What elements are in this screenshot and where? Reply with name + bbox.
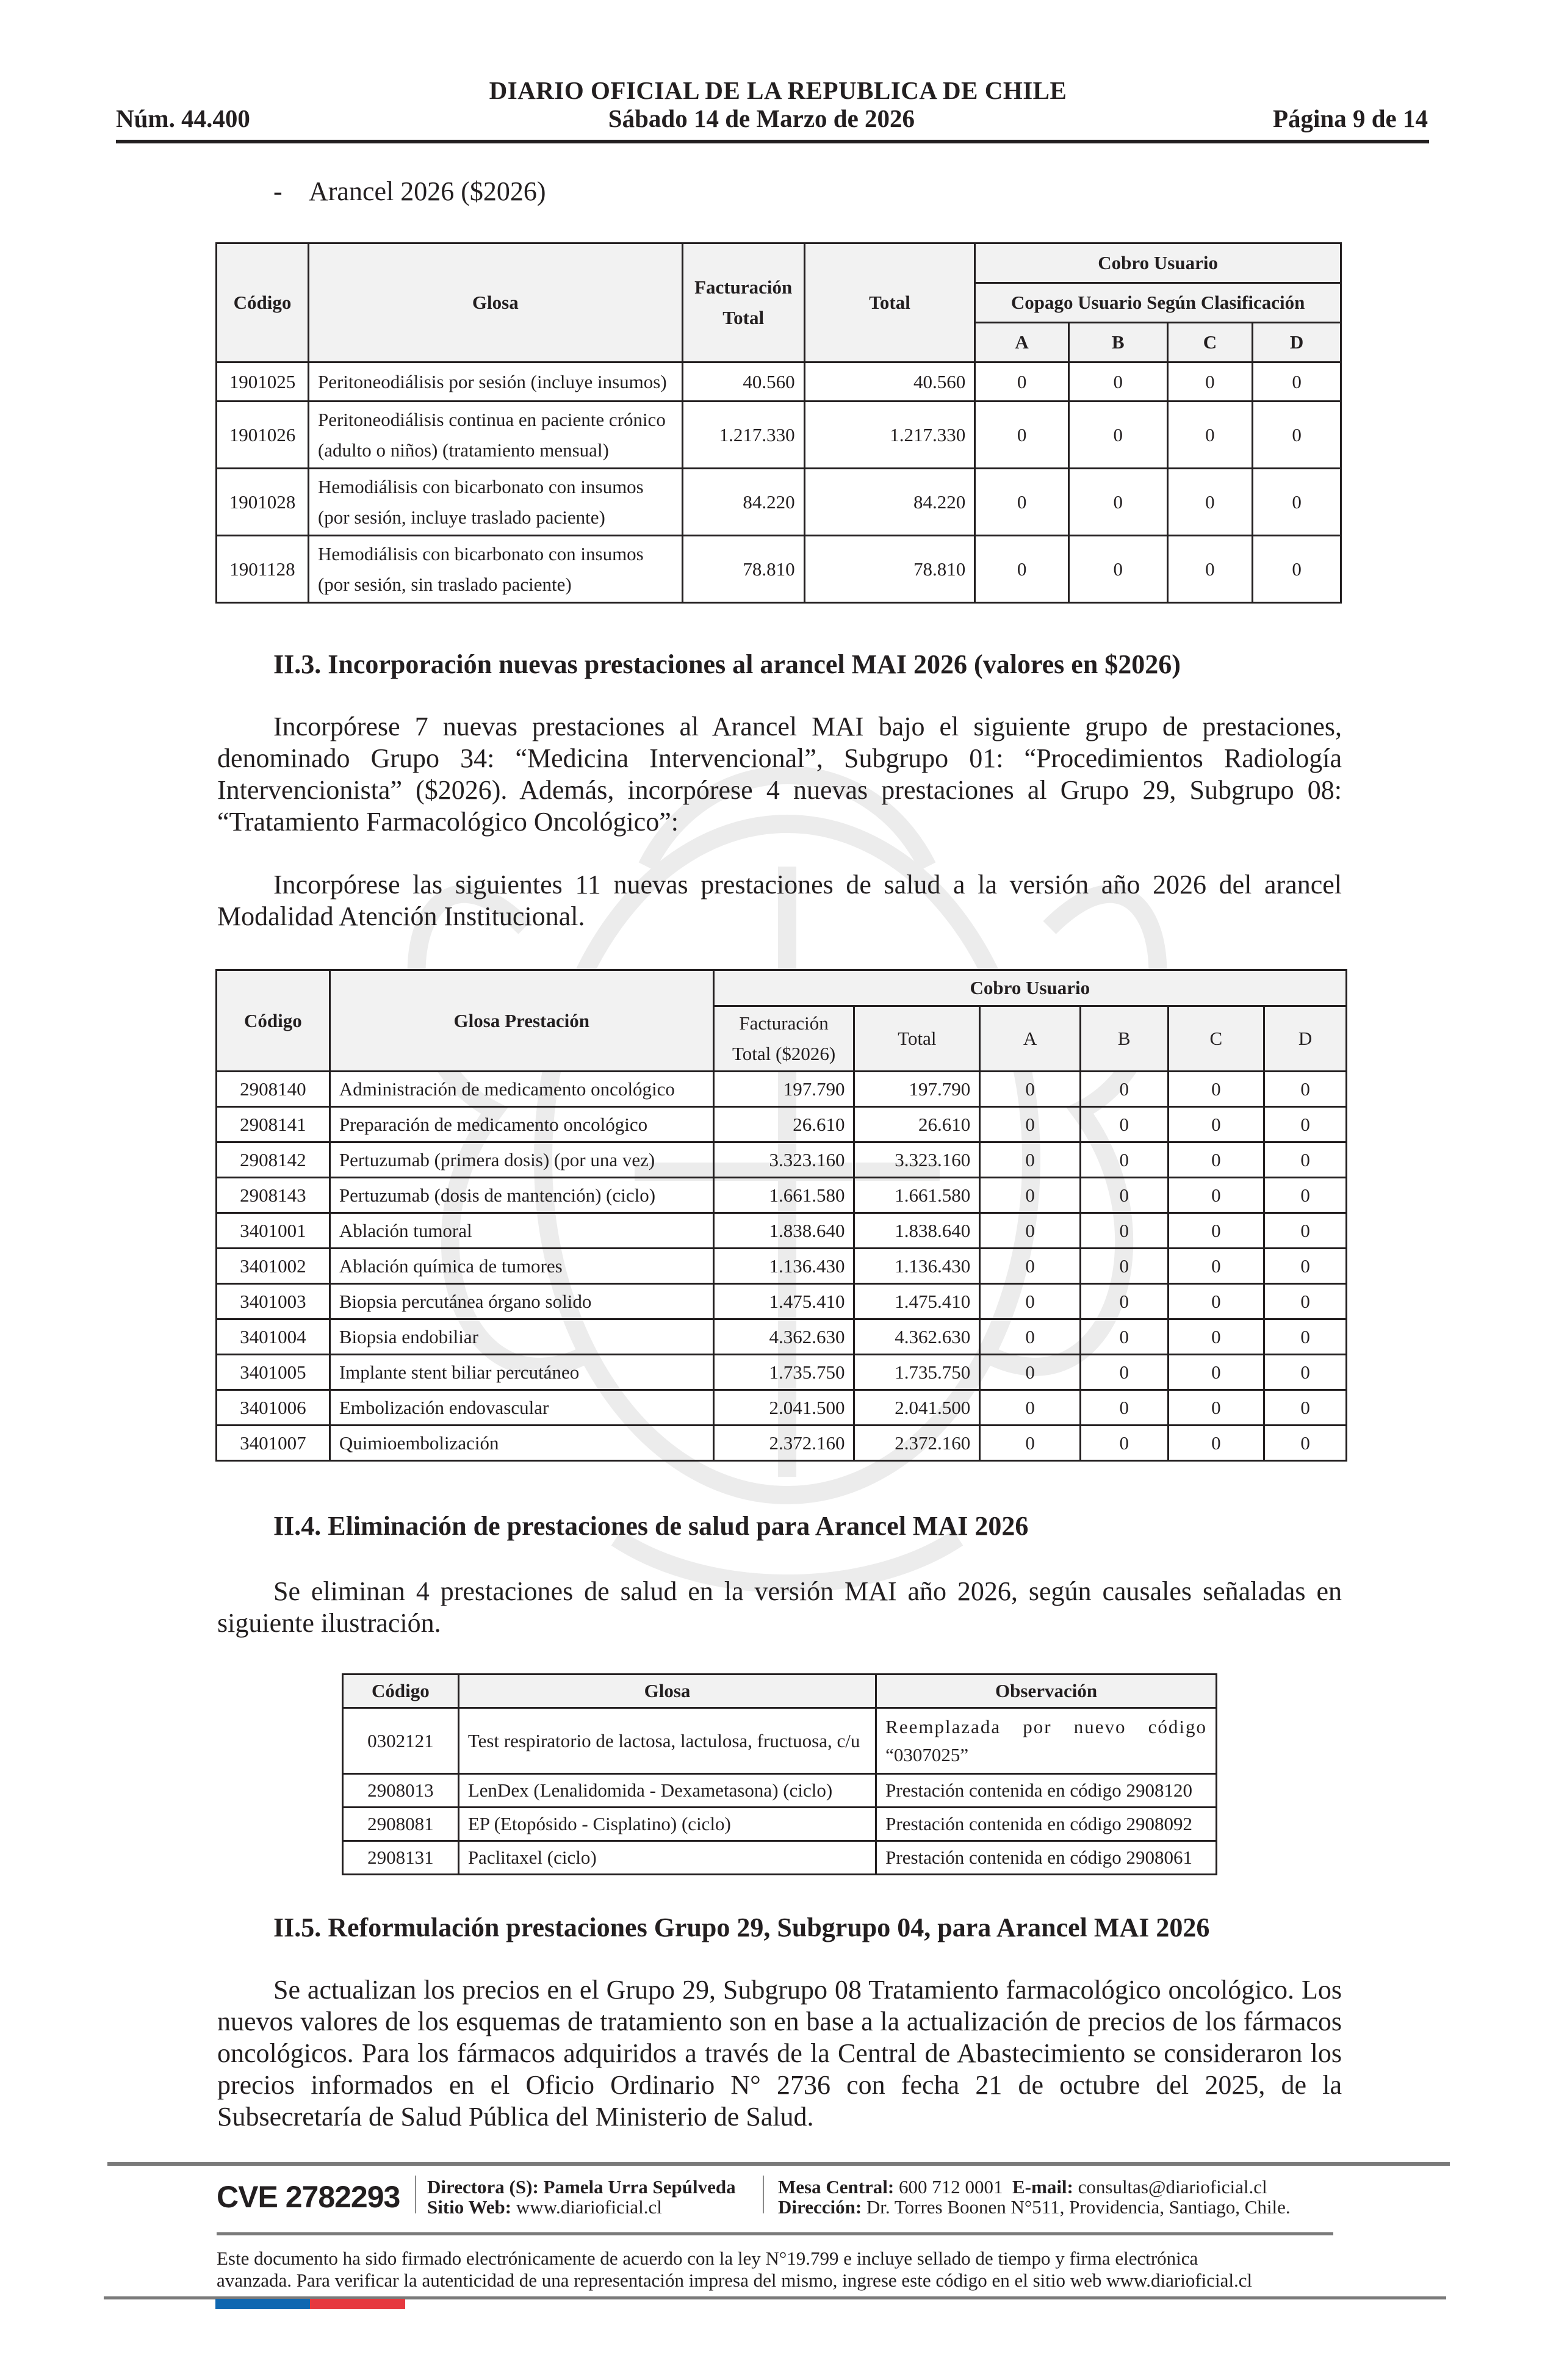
footer-separator: [763, 2176, 764, 2213]
cell-c: 0: [1167, 536, 1253, 603]
cell-facturacion: 2.041.500: [713, 1390, 854, 1426]
cell-d: 0: [1264, 1072, 1347, 1107]
arancel-bullet: [273, 176, 546, 207]
table-row: [217, 536, 1341, 603]
cell-a: 0: [980, 1142, 1081, 1178]
cell-codigo: 3401006: [217, 1390, 330, 1426]
cell-codigo: 1901026: [217, 402, 309, 469]
flag-stripe-red: [310, 2299, 405, 2309]
table-row: [217, 1178, 1347, 1213]
col-header-cobro-usuario: Cobro Usuario: [713, 970, 1346, 1006]
sitio-label: Sitio Web:: [427, 2196, 512, 2218]
cell-glosa: Implante stent biliar percutáneo: [330, 1355, 713, 1390]
footer-director-block: [427, 2177, 736, 2217]
cell-total: 1.136.430: [854, 1249, 980, 1284]
cell-a: 0: [975, 362, 1069, 402]
cell-total: 2.372.160: [854, 1426, 980, 1461]
cell-b: 0: [1068, 362, 1167, 402]
cell-b: 0: [1068, 536, 1167, 603]
cell-observacion: Prestación contenida en código 2908092: [876, 1808, 1217, 1841]
cell-glosa: Test respiratorio de lactosa, lactulosa, fructuosa, c/u: [458, 1708, 876, 1774]
section-2-3-paragraph-1: [217, 711, 1342, 838]
col-header-a: A: [975, 323, 1069, 362]
cell-d: 0: [1264, 1390, 1347, 1426]
cell-glosa: Ablación química de tumores: [330, 1249, 713, 1284]
footer-legal-notice: [217, 2248, 1333, 2292]
cell-codigo: 3401002: [217, 1249, 330, 1284]
cell-facturacion: 78.810: [682, 536, 804, 603]
cell-glosa: LenDex (Lenalidomida - Dexametasona) (ciclo): [458, 1774, 876, 1808]
publication-title: DIARIO OFICIAL DE LA REPUBLICA DE CHILE: [489, 76, 1067, 104]
cell-glosa: Hemodiálisis con bicarbonato con insumos (por sesión, incluye traslado paciente): [308, 469, 682, 536]
cell-glosa: Preparación de medicamento oncológico: [330, 1107, 713, 1142]
paragraph-text: Incorpórese 7 nuevas prestaciones al Arancel MAI bajo el siguiente grupo de prestaciones, denominado Grupo 34: “Medicina Intervencional”, Subgrupo 01: “Procedimientos Radiología Intervencionista” ($2026). Además, incorpórese 4 nuevas prestaciones al Grupo 29, Subgrupo 08: “Tratamiento Farmacológico Oncológico”:: [217, 712, 1342, 837]
col-header-total: Total: [804, 243, 975, 362]
cell-total: 84.220: [804, 469, 975, 536]
eliminated-prestaciones-table: [342, 1673, 1217, 1875]
cell-codigo: 2908013: [343, 1774, 459, 1808]
cell-glosa: Paclitaxel (ciclo): [458, 1841, 876, 1875]
cell-observacion: Prestación contenida en código 2908061: [876, 1841, 1217, 1875]
col-header-glosa-prestacion: Glosa Prestación: [330, 970, 713, 1072]
cell-d: 0: [1253, 362, 1341, 402]
new-prestaciones-table: [215, 969, 1347, 1462]
cell-codigo: 2908131: [343, 1841, 459, 1875]
bullet-dash: -: [273, 176, 283, 206]
cell-codigo: 3401007: [217, 1426, 330, 1461]
header-meta-row: [116, 104, 1428, 133]
cell-facturacion: 1.136.430: [713, 1249, 854, 1284]
cell-d: 0: [1253, 402, 1341, 469]
cell-codigo: 2908140: [217, 1072, 330, 1107]
footer-separator: [415, 2176, 416, 2213]
cell-b: 0: [1080, 1072, 1168, 1107]
col-header-total: Total: [854, 1006, 980, 1072]
col-header-c: C: [1167, 323, 1253, 362]
cell-c: 0: [1168, 1390, 1264, 1426]
mesa-value: 600 712 0001: [899, 2176, 1003, 2198]
directora-value: Pamela Urra Sepúlveda: [543, 2176, 736, 2198]
cell-facturacion: 84.220: [682, 469, 804, 536]
cell-c: 0: [1168, 1284, 1264, 1319]
cell-b: 0: [1080, 1319, 1168, 1355]
cell-codigo: 1901128: [217, 536, 309, 603]
cell-observacion: [876, 1708, 1217, 1774]
cell-total: 26.610: [854, 1107, 980, 1142]
table-row: [217, 1107, 1347, 1142]
cell-facturacion: 1.838.640: [713, 1213, 854, 1249]
cell-a: 0: [980, 1249, 1081, 1284]
paragraph-text: Se eliminan 4 prestaciones de salud en la versión MAI año 2026, según causales señaladas en siguiente ilustración.: [217, 1576, 1342, 1638]
cell-glosa: Biopsia endobiliar: [330, 1319, 713, 1355]
col-header-c: C: [1168, 1006, 1264, 1072]
col-header-a: A: [980, 1006, 1081, 1072]
col-header-cobro-usuario: Cobro Usuario: [975, 243, 1341, 283]
footer-contact-block: [778, 2177, 1291, 2217]
cell-c: 0: [1168, 1355, 1264, 1390]
cell-facturacion: 26.610: [713, 1107, 854, 1142]
section-2-3-paragraph-2: [217, 869, 1342, 932]
col-header-facturacion: Facturación Total: [682, 243, 804, 362]
cell-a: 0: [980, 1426, 1081, 1461]
cell-codigo: 3401003: [217, 1284, 330, 1319]
col-header-codigo: Código: [217, 243, 309, 362]
cell-a: 0: [975, 402, 1069, 469]
cell-b: 0: [1080, 1213, 1168, 1249]
cell-a: 0: [980, 1319, 1081, 1355]
cell-d: 0: [1264, 1178, 1347, 1213]
col-header-b: B: [1080, 1006, 1168, 1072]
table-row: [217, 1249, 1347, 1284]
paragraph-text: Incorpórese las siguientes 11 nuevas prestaciones de salud a la versión año 2026 del arancel Modalidad Atención Institucional.: [217, 870, 1342, 931]
cell-a: 0: [975, 536, 1069, 603]
cell-glosa: Embolización endovascular: [330, 1390, 713, 1426]
cell-facturacion: 197.790: [713, 1072, 854, 1107]
cell-c: 0: [1168, 1178, 1264, 1213]
col-header-d: D: [1253, 323, 1341, 362]
cell-total: 1.661.580: [854, 1178, 980, 1213]
header-rule: [116, 140, 1429, 143]
section-2-3-heading: II.3. Incorporación nuevas prestaciones al arancel MAI 2026 (valores en $2026): [273, 649, 1181, 679]
cell-d: 0: [1253, 469, 1341, 536]
new-prestaciones-rows: [217, 1072, 1347, 1461]
cell-codigo: 2908141: [217, 1107, 330, 1142]
direccion-value: Dr. Torres Boonen N°511, Providencia, Santiago, Chile.: [866, 2196, 1291, 2218]
cell-a: 0: [980, 1390, 1081, 1426]
table-row: [217, 1355, 1347, 1390]
cell-b: 0: [1080, 1142, 1168, 1178]
arancel-2026-table: [215, 242, 1342, 604]
section-2-4-heading: II.4. Eliminación de prestaciones de salud para Arancel MAI 2026: [273, 1511, 1029, 1541]
cve-code: CVE 2782293: [217, 2180, 400, 2214]
email-label: E-mail:: [1012, 2176, 1073, 2198]
cell-b: 0: [1080, 1426, 1168, 1461]
table-row: [217, 1390, 1347, 1426]
cell-glosa: Quimioembolización: [330, 1426, 713, 1461]
cell-d: 0: [1264, 1249, 1347, 1284]
cell-codigo: 1901028: [217, 469, 309, 536]
cell-total: 40.560: [804, 362, 975, 402]
cell-codigo: 0302121: [343, 1708, 459, 1774]
cell-glosa: Pertuzumab (primera dosis) (por una vez): [330, 1142, 713, 1178]
section-2-5-paragraph: [217, 1974, 1342, 2133]
cell-total: 197.790: [854, 1072, 980, 1107]
table-row: [343, 1708, 1217, 1774]
cell-total: 78.810: [804, 536, 975, 603]
cell-b: 0: [1080, 1107, 1168, 1142]
col-header-glosa: Glosa: [308, 243, 682, 362]
cell-codigo: 2908143: [217, 1178, 330, 1213]
cell-total: 3.323.160: [854, 1142, 980, 1178]
col-header-copago: Copago Usuario Según Clasificación: [975, 283, 1341, 323]
observacion-line-2: “0307025”: [885, 1744, 969, 1765]
bullet-label: Arancel 2026 ($2026): [309, 176, 546, 206]
cell-total: 1.475.410: [854, 1284, 980, 1319]
cell-glosa: EP (Etopósido - Cisplatino) (ciclo): [458, 1808, 876, 1841]
cell-glosa: Ablación tumoral: [330, 1213, 713, 1249]
cell-glosa: Pertuzumab (dosis de mantención) (ciclo): [330, 1178, 713, 1213]
cell-c: 0: [1168, 1072, 1264, 1107]
table-row: [343, 1808, 1217, 1841]
cell-c: 0: [1168, 1213, 1264, 1249]
cell-b: 0: [1080, 1284, 1168, 1319]
cell-facturacion: 1.217.330: [682, 402, 804, 469]
cell-codigo: 2908142: [217, 1142, 330, 1178]
cell-d: 0: [1264, 1355, 1347, 1390]
table-row: [217, 1319, 1347, 1355]
cell-total: 1.735.750: [854, 1355, 980, 1390]
cell-c: 0: [1167, 402, 1253, 469]
observacion-line-1: Reemplazada por nuevo código: [885, 1715, 1207, 1737]
page-indicator: Página 9 de 14: [1272, 104, 1428, 132]
cell-a: 0: [975, 469, 1069, 536]
table-row: [217, 1213, 1347, 1249]
cell-d: 0: [1264, 1213, 1347, 1249]
table-row: [217, 1142, 1347, 1178]
cell-a: 0: [980, 1355, 1081, 1390]
cell-c: 0: [1168, 1249, 1264, 1284]
table-row: [217, 1284, 1347, 1319]
cell-glosa: Biopsia percutánea órgano solido: [330, 1284, 713, 1319]
cell-a: 0: [980, 1072, 1081, 1107]
legal-line-1: Este documento ha sido firmado electrónicamente de acuerdo con la ley N°19.799 e incluye sellado de tiempo y firma electrónica: [217, 2248, 1198, 2269]
cell-total: 1.838.640: [854, 1213, 980, 1249]
flag-stripe-blue: [215, 2299, 310, 2309]
cell-d: 0: [1264, 1426, 1347, 1461]
cell-a: 0: [980, 1178, 1081, 1213]
cell-d: 0: [1264, 1142, 1347, 1178]
cell-glosa: Administración de medicamento oncológico: [330, 1072, 713, 1107]
legal-line-2: avanzada. Para verificar la autenticidad de una representación impresa del mismo, ingrese este código en el sitio web www.diarioficial.cl: [217, 2270, 1253, 2291]
col-header-codigo: Código: [217, 970, 330, 1072]
col-header-facturacion: Facturación Total ($2026): [713, 1006, 854, 1072]
cell-facturacion: 1.475.410: [713, 1284, 854, 1319]
col-header-d: D: [1264, 1006, 1347, 1072]
table-row: [217, 469, 1341, 536]
issue-number: Núm. 44.400: [116, 104, 250, 132]
cell-glosa: Peritoneodiálisis continua en paciente crónico (adulto o niños) (tratamiento mensual): [308, 402, 682, 469]
table-row: [217, 1072, 1347, 1107]
cell-facturacion: 3.323.160: [713, 1142, 854, 1178]
mesa-label: Mesa Central:: [778, 2176, 895, 2198]
table-row: [343, 1774, 1217, 1808]
cell-d: 0: [1264, 1319, 1347, 1355]
cell-total: 2.041.500: [854, 1390, 980, 1426]
sitio-link[interactable]: www.diarioficial.cl: [516, 2196, 662, 2218]
footer-rule-top: [107, 2162, 1450, 2166]
cell-c: 0: [1167, 362, 1253, 402]
cell-facturacion: 1.735.750: [713, 1355, 854, 1390]
section-2-5-heading: II.5. Reformulación prestaciones Grupo 29, Subgrupo 04, para Arancel MAI 2026: [273, 1913, 1210, 1942]
section-2-4-paragraph: [217, 1576, 1342, 1639]
cell-b: 0: [1080, 1355, 1168, 1390]
cell-c: 0: [1168, 1319, 1264, 1355]
cell-glosa: Hemodiálisis con bicarbonato con insumos (por sesión, sin traslado paciente): [308, 536, 682, 603]
cell-d: 0: [1264, 1107, 1347, 1142]
direccion-label: Dirección:: [778, 2196, 862, 2218]
cell-codigo: 3401004: [217, 1319, 330, 1355]
cell-glosa: Peritoneodiálisis por sesión (incluye insumos): [308, 362, 682, 402]
cell-b: 0: [1080, 1249, 1168, 1284]
cell-a: 0: [980, 1213, 1081, 1249]
cell-b: 0: [1068, 469, 1167, 536]
col-header-b: B: [1068, 323, 1167, 362]
cell-b: 0: [1068, 402, 1167, 469]
directora-label: Directora (S):: [427, 2176, 539, 2198]
cell-d: 0: [1253, 536, 1341, 603]
col-header-codigo: Código: [343, 1675, 459, 1708]
table-row: [217, 1426, 1347, 1461]
cell-c: 0: [1168, 1142, 1264, 1178]
cell-codigo: 2908081: [343, 1808, 459, 1841]
cell-facturacion: 2.372.160: [713, 1426, 854, 1461]
col-header-observacion: Observación: [876, 1675, 1217, 1708]
cell-a: 0: [980, 1107, 1081, 1142]
cell-a: 0: [980, 1284, 1081, 1319]
cell-d: 0: [1264, 1284, 1347, 1319]
cell-b: 0: [1080, 1390, 1168, 1426]
cell-facturacion: 4.362.630: [713, 1319, 854, 1355]
table-row: [217, 362, 1341, 402]
cell-codigo: 1901025: [217, 362, 309, 402]
cell-c: 0: [1168, 1426, 1264, 1461]
footer-rule-middle: [217, 2232, 1333, 2235]
cell-codigo: 3401001: [217, 1213, 330, 1249]
table-row: [217, 402, 1341, 469]
cell-c: 0: [1167, 469, 1253, 536]
cell-facturacion: 40.560: [682, 362, 804, 402]
email-link[interactable]: consultas@diarioficial.cl: [1078, 2176, 1267, 2198]
cell-c: 0: [1168, 1107, 1264, 1142]
cell-codigo: 3401005: [217, 1355, 330, 1390]
paragraph-text: Se actualizan los precios en el Grupo 29, Subgrupo 08 Tratamiento farmacológico oncológico. Los nuevos valores de los esquemas de tratamiento son en base a la actualización de precios de los fármacos oncológicos. Para los fármacos adquiridos a través de la Central de Abastecimiento se consideraron los precios informados en el Oficio Ordinario N° 2736 con fecha 21 de octubre del 2025, de la Subsecretaría de Salud Pública del Ministerio de Salud.: [217, 1975, 1342, 2132]
cell-b: 0: [1080, 1178, 1168, 1213]
cell-total: 4.362.630: [854, 1319, 980, 1355]
cell-observacion: Prestación contenida en código 2908120: [876, 1774, 1217, 1808]
cell-facturacion: 1.661.580: [713, 1178, 854, 1213]
table-row: [343, 1841, 1217, 1875]
col-header-glosa: Glosa: [458, 1675, 876, 1708]
issue-date: Sábado 14 de Marzo de 2026: [608, 104, 915, 132]
cell-total: 1.217.330: [804, 402, 975, 469]
